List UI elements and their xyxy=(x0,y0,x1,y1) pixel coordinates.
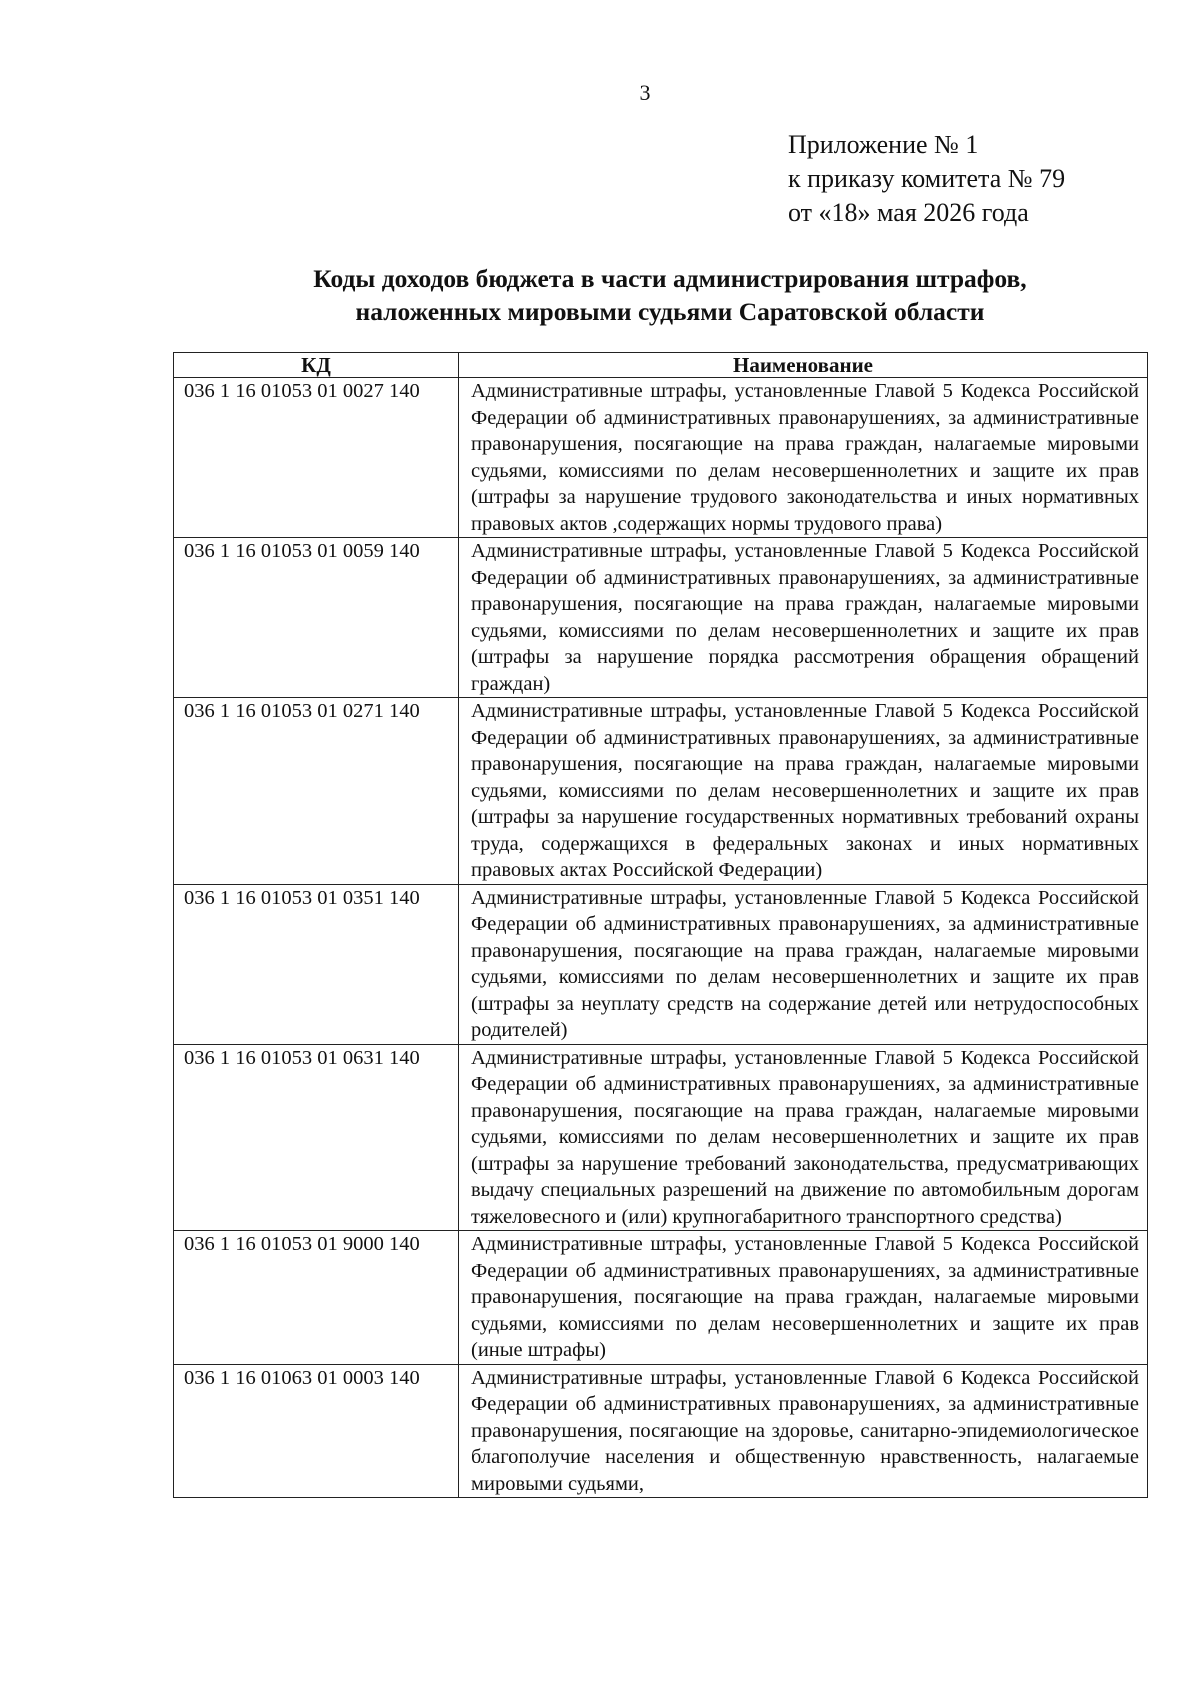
table-row xyxy=(174,378,1148,538)
row-name: Административные штрафы, установленные Главой 6 Кодекса Российской Федерации об административных правонарушениях, за административные правонарушения, посягающие на здоровье, санитарно-эпидемиологическое благополучие населения и общественную нравственность, налагаемые мировыми судьями, xyxy=(459,1364,1148,1498)
row-code: 036 1 16 01053 01 0271 140 xyxy=(174,698,459,885)
document-title-line-2: наложенных мировыми судьями Саратовской области xyxy=(355,297,985,326)
income-codes-table xyxy=(173,352,1148,1498)
table-row xyxy=(174,884,1148,1044)
row-name: Административные штрафы, установленные Главой 5 Кодекса Российской Федерации об административных правонарушениях, за административные правонарушения, посягающие на права граждан, налагаемые мировыми судьями, комиссиями по делам несовершеннолетних и защите их прав (штрафы за неуплату средств на содержание детей или нетрудоспособных родителей) xyxy=(459,884,1148,1044)
row-code: 036 1 16 01053 01 0027 140 xyxy=(174,378,459,538)
row-name: Административные штрафы, установленные Главой 5 Кодекса Российской Федерации об административных правонарушениях, за административные правонарушения, посягающие на права граждан, налагаемые мировыми судьями, комиссиями по делам несовершеннолетних и защите их прав (иные штрафы) xyxy=(459,1231,1148,1365)
table-row xyxy=(174,1044,1148,1231)
row-code: 036 1 16 01053 01 0351 140 xyxy=(174,884,459,1044)
table-header-row xyxy=(174,353,1148,378)
row-code: 036 1 16 01063 01 0003 140 xyxy=(174,1364,459,1498)
row-code: 036 1 16 01053 01 9000 140 xyxy=(174,1231,459,1365)
appendix-line-2: к приказу комитета № 79 xyxy=(788,164,1066,193)
row-name: Административные штрафы, установленные Главой 5 Кодекса Российской Федерации об административных правонарушениях, за административные правонарушения, посягающие на права граждан, налагаемые мировыми судьями, комиссиями по делам несовершеннолетних и защите их прав (штрафы за нарушение трудового законодательства и иных нормативных правовых актов ,содержащих нормы трудового права) xyxy=(459,378,1148,538)
header-code: КД xyxy=(174,353,459,378)
document-title-line-1: Коды доходов бюджета в части администрирования штрафов, xyxy=(313,264,1027,293)
row-name: Административные штрафы, установленные Главой 5 Кодекса Российской Федерации об административных правонарушениях, за административные правонарушения, посягающие на права граждан, налагаемые мировыми судьями, комиссиями по делам несовершеннолетних и защите их прав (штрафы за нарушение государственных нормативных требований охраны труда, содержащихся в федеральных законах и иных нормативных правовых актах Российской Федерации) xyxy=(459,698,1148,885)
table-row xyxy=(174,698,1148,885)
row-code: 036 1 16 01053 01 0059 140 xyxy=(174,538,459,698)
row-code: 036 1 16 01053 01 0631 140 xyxy=(174,1044,459,1231)
document-title xyxy=(170,262,1170,328)
appendix-line-1: Приложение № 1 xyxy=(788,130,979,159)
page-number: 3 xyxy=(639,80,651,105)
table-row xyxy=(174,1364,1148,1498)
table-row xyxy=(174,1231,1148,1365)
appendix-line-3: от «18» мая 2026 года xyxy=(788,198,1029,227)
table-row xyxy=(174,538,1148,698)
appendix-block xyxy=(788,128,1065,230)
header-name: Наименование xyxy=(459,353,1148,378)
row-name: Административные штрафы, установленные Главой 5 Кодекса Российской Федерации об административных правонарушениях, за административные правонарушения, посягающие на права граждан, налагаемые мировыми судьями, комиссиями по делам несовершеннолетних и защите их прав (штрафы за нарушение требований законодательства, предусматривающих выдачу специальных разрешений на движение по автомобильным дорогам тяжеловесного и (или) крупногабаритного транспортного средства) xyxy=(459,1044,1148,1231)
row-name: Административные штрафы, установленные Главой 5 Кодекса Российской Федерации об административных правонарушениях, за административные правонарушения, посягающие на права граждан, налагаемые мировыми судьями, комиссиями по делам несовершеннолетних и защите их прав (штрафы за нарушение порядка рассмотрения обращения обращений граждан) xyxy=(459,538,1148,698)
